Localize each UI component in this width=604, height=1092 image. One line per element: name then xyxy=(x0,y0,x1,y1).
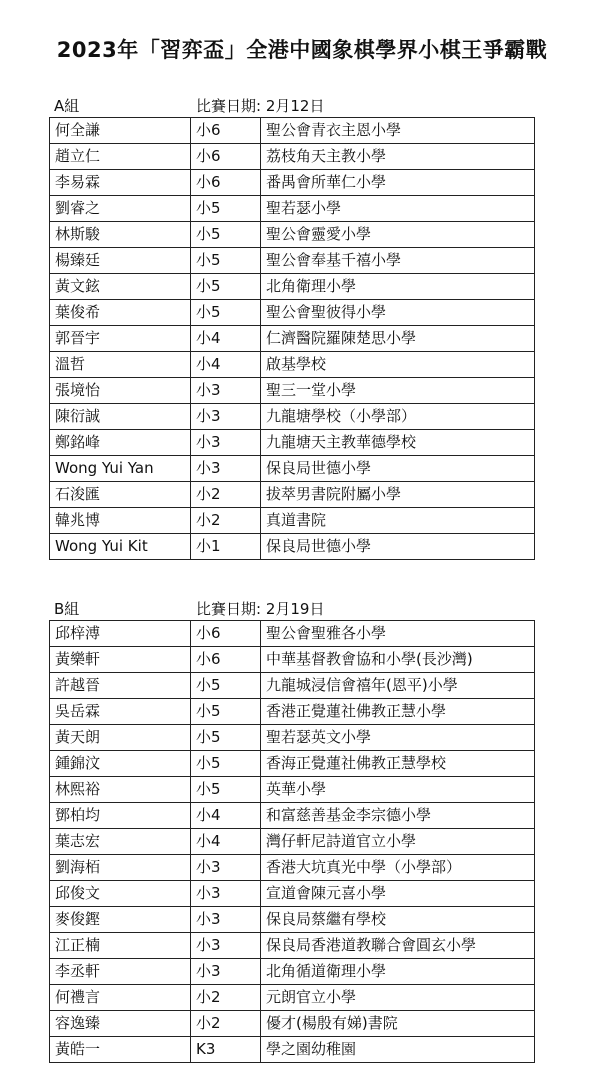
player-name-cell: Wong Yui Yan xyxy=(50,456,191,482)
table-row xyxy=(50,959,535,985)
school-cell: 香海正覺蓮社佛教正慧學校 xyxy=(261,751,535,777)
school-cell: 荔枝角天主教小學 xyxy=(261,144,535,170)
group-a-table xyxy=(49,117,535,560)
player-name-cell: 何全謙 xyxy=(50,118,191,144)
table-row xyxy=(50,985,535,1011)
table-row xyxy=(50,196,535,222)
player-name-cell: 何禮言 xyxy=(50,985,191,1011)
school-cell: 聖若瑟英文小學 xyxy=(261,725,535,751)
grade-cell: 小6 xyxy=(191,144,261,170)
table-row xyxy=(50,621,535,647)
player-name-cell: 麥俊鏗 xyxy=(50,907,191,933)
player-name-cell: 鍾錦汶 xyxy=(50,751,191,777)
table-row xyxy=(50,777,535,803)
grade-cell: 小6 xyxy=(191,621,261,647)
table-row xyxy=(50,456,535,482)
school-cell: 和富慈善基金李宗德小學 xyxy=(261,803,535,829)
grade-cell: 小5 xyxy=(191,673,261,699)
school-cell: 宣道會陳元喜小學 xyxy=(261,881,535,907)
player-name-cell: 劉睿之 xyxy=(50,196,191,222)
grade-cell: 小6 xyxy=(191,118,261,144)
grade-cell: 小5 xyxy=(191,777,261,803)
school-cell: 聖公會靈愛小學 xyxy=(261,222,535,248)
player-name-cell: 李丞軒 xyxy=(50,959,191,985)
group-b-date: 比賽日期: 2月19日 xyxy=(196,600,325,618)
grade-cell: 小2 xyxy=(191,508,261,534)
grade-cell: 小2 xyxy=(191,985,261,1011)
table-row xyxy=(50,222,535,248)
grade-cell: 小3 xyxy=(191,881,261,907)
table-row xyxy=(50,248,535,274)
school-cell: 香港大坑真光中學（小學部） xyxy=(261,855,535,881)
grade-cell: 小5 xyxy=(191,196,261,222)
table-row xyxy=(50,751,535,777)
school-cell: 聖若瑟小學 xyxy=(261,196,535,222)
table-row xyxy=(50,1011,535,1037)
table-row xyxy=(50,725,535,751)
grade-cell: 小3 xyxy=(191,430,261,456)
school-cell: 北角循道衛理小學 xyxy=(261,959,535,985)
school-cell: 保良局香港道教聯合會圓玄小學 xyxy=(261,933,535,959)
grade-cell: 小5 xyxy=(191,751,261,777)
player-name-cell: 陳衍誠 xyxy=(50,404,191,430)
school-cell: 優才(楊殷有娣)書院 xyxy=(261,1011,535,1037)
grade-cell: 小4 xyxy=(191,803,261,829)
school-cell: 聖公會奉基千禧小學 xyxy=(261,248,535,274)
grade-cell: K3 xyxy=(191,1037,261,1063)
school-cell: 拔萃男書院附屬小學 xyxy=(261,482,535,508)
player-name-cell: 郭晉宇 xyxy=(50,326,191,352)
player-name-cell: 黃天朗 xyxy=(50,725,191,751)
grade-cell: 小3 xyxy=(191,933,261,959)
school-cell: 學之園幼稚園 xyxy=(261,1037,535,1063)
grade-cell: 小3 xyxy=(191,404,261,430)
grade-cell: 小4 xyxy=(191,829,261,855)
table-row xyxy=(50,170,535,196)
table-row xyxy=(50,404,535,430)
player-name-cell: 韓兆博 xyxy=(50,508,191,534)
player-name-cell: 容逸臻 xyxy=(50,1011,191,1037)
school-cell: 九龍塘學校（小學部） xyxy=(261,404,535,430)
player-name-cell: 葉俊希 xyxy=(50,300,191,326)
group-b-section xyxy=(49,596,534,1063)
grade-cell: 小3 xyxy=(191,959,261,985)
school-cell: 九龍塘天主教華德學校 xyxy=(261,430,535,456)
player-name-cell: 溫哲 xyxy=(50,352,191,378)
player-name-cell: 邱俊文 xyxy=(50,881,191,907)
grade-cell: 小3 xyxy=(191,378,261,404)
school-cell: 仁濟醫院羅陳楚思小學 xyxy=(261,326,535,352)
player-name-cell: 楊臻廷 xyxy=(50,248,191,274)
grade-cell: 小5 xyxy=(191,699,261,725)
school-cell: 番禺會所華仁小學 xyxy=(261,170,535,196)
grade-cell: 小5 xyxy=(191,300,261,326)
player-name-cell: 黃皓一 xyxy=(50,1037,191,1063)
table-row xyxy=(50,508,535,534)
player-name-cell: 邱梓溥 xyxy=(50,621,191,647)
player-name-cell: 石浚匯 xyxy=(50,482,191,508)
group-a-date: 比賽日期: 2月12日 xyxy=(196,97,325,115)
school-cell: 保良局世德小學 xyxy=(261,534,535,560)
group-a-label: A組 xyxy=(54,97,80,115)
player-name-cell: 吳岳霖 xyxy=(50,699,191,725)
player-name-cell: 葉志宏 xyxy=(50,829,191,855)
grade-cell: 小5 xyxy=(191,222,261,248)
grade-cell: 小5 xyxy=(191,248,261,274)
school-cell: 中華基督教會協和小學(長沙灣) xyxy=(261,647,535,673)
table-row xyxy=(50,829,535,855)
grade-cell: 小3 xyxy=(191,907,261,933)
table-row xyxy=(50,430,535,456)
school-cell: 英華小學 xyxy=(261,777,535,803)
grade-cell: 小5 xyxy=(191,725,261,751)
table-row xyxy=(50,352,535,378)
grade-cell: 小5 xyxy=(191,274,261,300)
table-row xyxy=(50,378,535,404)
school-cell: 灣仔軒尼詩道官立小學 xyxy=(261,829,535,855)
grade-cell: 小6 xyxy=(191,170,261,196)
table-row xyxy=(50,1037,535,1063)
grade-cell: 小2 xyxy=(191,482,261,508)
table-row xyxy=(50,881,535,907)
grade-cell: 小3 xyxy=(191,855,261,881)
player-name-cell: 李易霖 xyxy=(50,170,191,196)
school-cell: 聖公會青衣主恩小學 xyxy=(261,118,535,144)
table-row xyxy=(50,534,535,560)
school-cell: 北角衛理小學 xyxy=(261,274,535,300)
school-cell: 啟基學校 xyxy=(261,352,535,378)
grade-cell: 小4 xyxy=(191,326,261,352)
school-cell: 保良局蔡繼有學校 xyxy=(261,907,535,933)
table-row xyxy=(50,699,535,725)
grade-cell: 小2 xyxy=(191,1011,261,1037)
player-name-cell: 江正楠 xyxy=(50,933,191,959)
school-cell: 聖三一堂小學 xyxy=(261,378,535,404)
school-cell: 香港正覺蓮社佛教正慧小學 xyxy=(261,699,535,725)
player-name-cell: 林熙裕 xyxy=(50,777,191,803)
group-b-label: B組 xyxy=(54,600,80,618)
table-row xyxy=(50,274,535,300)
school-cell: 真道書院 xyxy=(261,508,535,534)
player-name-cell: 鄭銘峰 xyxy=(50,430,191,456)
table-row xyxy=(50,803,535,829)
player-name-cell: 許越晉 xyxy=(50,673,191,699)
table-row xyxy=(50,118,535,144)
player-name-cell: 黃樂軒 xyxy=(50,647,191,673)
school-cell: 聖公會聖雅各小學 xyxy=(261,621,535,647)
table-row xyxy=(50,673,535,699)
grade-cell: 小4 xyxy=(191,352,261,378)
group-a-section xyxy=(49,93,534,560)
table-row xyxy=(50,326,535,352)
grade-cell: 小6 xyxy=(191,647,261,673)
table-row xyxy=(50,933,535,959)
grade-cell: 小1 xyxy=(191,534,261,560)
table-row xyxy=(50,907,535,933)
player-name-cell: 鄧柏均 xyxy=(50,803,191,829)
school-cell: 九龍城浸信會禧年(恩平)小學 xyxy=(261,673,535,699)
table-row xyxy=(50,300,535,326)
player-name-cell: Wong Yui Kit xyxy=(50,534,191,560)
school-cell: 聖公會聖彼得小學 xyxy=(261,300,535,326)
player-name-cell: 黃文鉉 xyxy=(50,274,191,300)
page-title: 2023年「習弈盃」全港中國象棋學界小棋王爭霸戰 xyxy=(56,38,548,62)
player-name-cell: 劉海栢 xyxy=(50,855,191,881)
group-b-table xyxy=(49,620,535,1063)
grade-cell: 小3 xyxy=(191,456,261,482)
school-cell: 保良局世德小學 xyxy=(261,456,535,482)
table-row xyxy=(50,855,535,881)
table-row xyxy=(50,647,535,673)
table-row xyxy=(50,144,535,170)
school-cell: 元朗官立小學 xyxy=(261,985,535,1011)
table-row xyxy=(50,482,535,508)
player-name-cell: 趙立仁 xyxy=(50,144,191,170)
group-a-header xyxy=(49,93,534,117)
player-name-cell: 林斯駿 xyxy=(50,222,191,248)
player-name-cell: 張境怡 xyxy=(50,378,191,404)
group-b-header xyxy=(49,596,534,620)
